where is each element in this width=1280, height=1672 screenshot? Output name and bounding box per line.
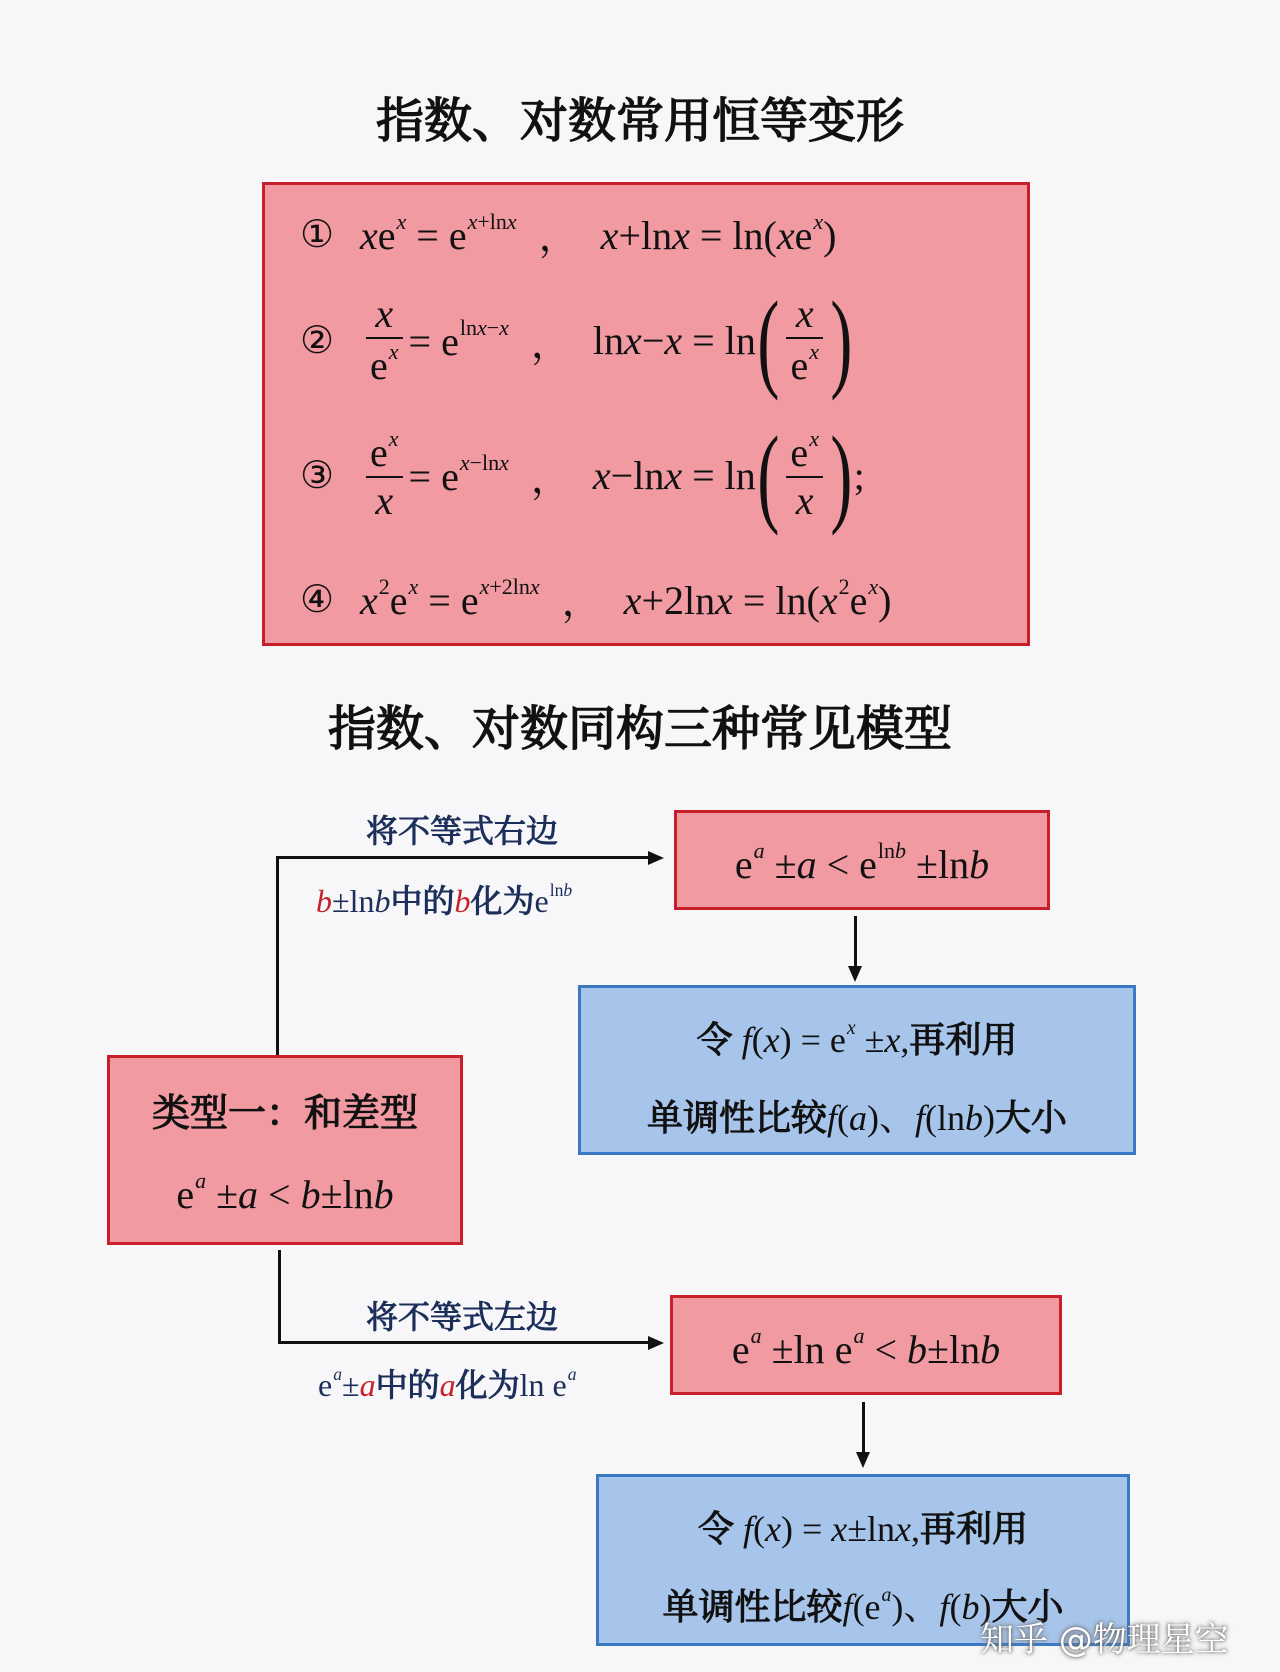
upper-transformed-box — [674, 810, 1050, 910]
separator: ， — [530, 455, 571, 501]
page-title-identities: 指数、对数常用恒等变形 — [375, 93, 904, 149]
type-one-title: 类型一：和差型 — [151, 1091, 418, 1135]
separator: ， — [538, 214, 579, 259]
down-connector-upper — [854, 916, 857, 968]
identity-row-2: ② $\frac{x}{e^x}$ = $e^{lnx-x}$ ， lnx−x = ln ( $\frac{x}{e^x}$ ) — [300, 279, 853, 401]
marker-4: ④ — [300, 576, 335, 621]
marker-2: ② — [300, 318, 335, 362]
upper-branch-label-bottom: b±lnb中的b化为$e^{lnb}$ — [316, 880, 573, 920]
upper-conclusion-line2: 单调性比较f(a)、f(lnb)大小 — [646, 1098, 1068, 1139]
lower-conclusion-line2: 单调性比较$f(e^a)$、f(b)大小 — [662, 1584, 1064, 1628]
identity-row-1: ① $xe^x = e^{x+lnx}$ ， $x+\ln x = \ln(xe^x)$ — [300, 205, 837, 262]
arrow-down-lower — [856, 1452, 870, 1468]
upper-branch-label-top: 将不等式右边 — [366, 812, 559, 850]
upper-conclusion-line1: 令 $f(x) = e^x \pm x$,再利用 — [696, 1017, 1018, 1061]
identity-row-4: ④ $x^2e^x = e^{x+2lnx}$ ， $x+2\ln x = \ln(x^2e^x)$ — [300, 570, 892, 627]
lower-conclusion-line1: 令 f(x) = x±lnx,再利用 — [697, 1509, 1029, 1550]
watermark: 知乎 @物理星空 — [980, 1620, 1229, 1660]
connector-lower-vertical — [278, 1250, 281, 1343]
separator: ， — [561, 579, 602, 624]
marker-1: ① — [300, 211, 335, 256]
lower-branch-label-top: 将不等式左边 — [366, 1298, 559, 1336]
separator: ， — [530, 320, 571, 366]
marker-3: ③ — [300, 453, 335, 497]
connector-upper-vertical — [276, 856, 279, 1056]
lower-branch-label-bottom: $e^a\pm a$中的a化为$\ln e^a$ — [318, 1364, 577, 1404]
arrow-upper-right — [648, 851, 664, 865]
upper-conclusion-box — [578, 985, 1136, 1155]
arrow-down-upper — [848, 966, 862, 982]
down-connector-lower — [862, 1402, 865, 1454]
type-one-box — [107, 1055, 463, 1245]
arrow-lower-right — [648, 1336, 664, 1350]
lower-transformed-box — [670, 1295, 1062, 1395]
semicolon: ; — [853, 452, 865, 498]
upper-transformed-inequality: $e^a \pm a < e^{lnb} \pm\ln b$ — [734, 838, 990, 887]
connector-lower-horizontal — [278, 1341, 648, 1344]
connector-upper-horizontal — [276, 856, 648, 859]
lower-transformed-inequality: $e^a \pm\ln$ $e^a < b\pm\ln b$ — [731, 1323, 1001, 1372]
page-title-models: 指数、对数同构三种常见模型 — [327, 701, 952, 757]
type-one-inequality: $e^a \pm a < b\pm\ln b$ — [176, 1168, 394, 1217]
identity-row-3: ③ $\frac{e^x}{x}$ = $e^{x-lnx}$ ， x−lnx = ln ( $\frac{e^x}{x}$ ) ; — [300, 414, 865, 536]
